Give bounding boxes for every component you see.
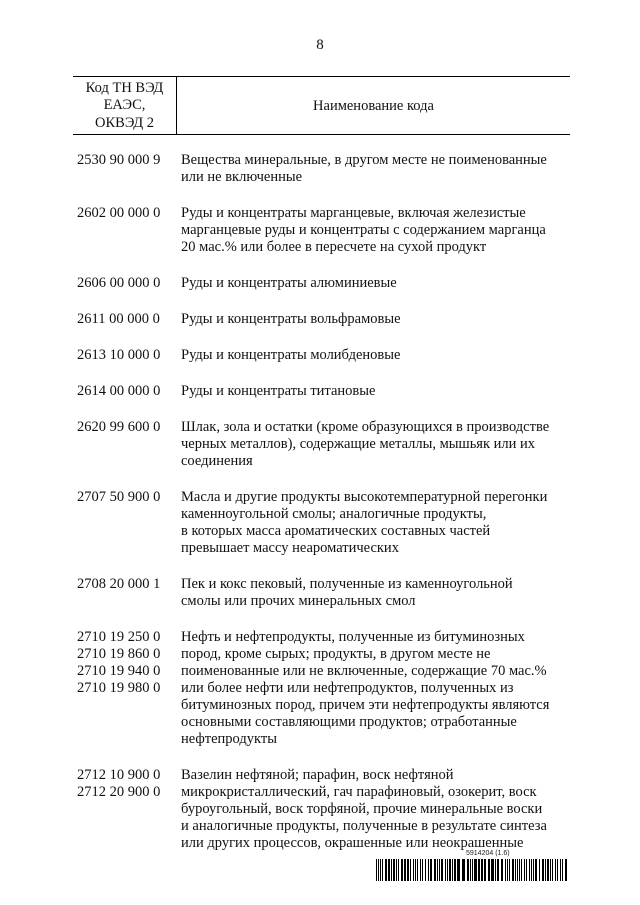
description-line: пород, кроме сырых; продукты, в другом месте не bbox=[181, 646, 491, 662]
table-header-top-rule bbox=[73, 76, 570, 77]
code-value: 2710 19 980 0 bbox=[77, 680, 161, 696]
code-value: 2712 10 900 0 bbox=[77, 767, 161, 783]
description-line: или более нефти или нефтепродуктов, полученных из bbox=[181, 680, 514, 696]
description-line: или не включенные bbox=[181, 169, 303, 185]
table-row bbox=[77, 152, 570, 186]
description-line: черных металлов), содержащие металлы, мышьяк или их bbox=[181, 436, 536, 452]
table-row bbox=[77, 275, 570, 292]
description-line: Вещества минеральные, в другом месте не поименованные bbox=[181, 152, 547, 168]
description-line: Руды и концентраты титановые bbox=[181, 383, 376, 399]
code-cell bbox=[77, 629, 180, 697]
table-row bbox=[77, 383, 570, 400]
description-line: в которых масса ароматических составных частей bbox=[181, 523, 491, 539]
description-line: Пек и кокс пековый, полученные из каменноугольной bbox=[181, 576, 513, 592]
page-number: 8 bbox=[316, 37, 324, 53]
table-header-code: Код ТН ВЭД ЕАЭС, ОКВЭД 2 bbox=[85, 79, 164, 131]
barcode-caption: 5914204 (1.6) bbox=[466, 850, 510, 857]
description-cell bbox=[180, 311, 570, 328]
description-cell bbox=[180, 576, 570, 610]
code-value: 2707 50 900 0 bbox=[77, 489, 161, 505]
code-cell bbox=[77, 347, 180, 364]
description-cell bbox=[180, 383, 570, 400]
code-value: 2602 00 000 0 bbox=[77, 205, 161, 221]
description-line: битуминозных пород, причем эти нефтепродукты являются bbox=[181, 697, 550, 713]
description-line: Масла и другие продукты высокотемпературной перегонки bbox=[181, 489, 548, 505]
description-line: смолы или прочих минеральных смол bbox=[181, 593, 416, 609]
table-header-bottom-rule bbox=[73, 134, 570, 135]
barcode-block bbox=[376, 850, 567, 881]
table-row bbox=[77, 311, 570, 328]
description-line: марганцевые руды и концентраты с содержанием марганца bbox=[181, 222, 546, 238]
description-line: Шлак, зола и остатки (кроме образующихся в производстве bbox=[181, 419, 550, 435]
code-cell bbox=[77, 275, 180, 292]
code-value: 2712 20 900 0 bbox=[77, 784, 161, 800]
description-cell bbox=[180, 347, 570, 364]
code-cell bbox=[77, 767, 180, 801]
table-row bbox=[77, 205, 570, 256]
description-line: Руды и концентраты алюминиевые bbox=[181, 275, 397, 291]
code-value: 2606 00 000 0 bbox=[77, 275, 161, 291]
description-line: микрокристаллический, гач парафиновый, озокерит, воск bbox=[181, 784, 537, 800]
table-row bbox=[77, 767, 570, 852]
description-cell bbox=[180, 767, 570, 852]
description-line: Нефть и нефтепродукты, полученные из битуминозных bbox=[181, 629, 525, 645]
code-cell bbox=[77, 419, 180, 436]
description-cell bbox=[180, 152, 570, 186]
description-line: буроугольный, воск торфяной, прочие минеральные воски bbox=[181, 801, 543, 817]
description-line: каменноугольной смолы; аналогичные продукты, bbox=[181, 506, 487, 522]
description-line: Руды и концентраты молибденовые bbox=[181, 347, 401, 363]
code-cell bbox=[77, 152, 180, 169]
table-row bbox=[77, 629, 570, 748]
code-value: 2710 19 860 0 bbox=[77, 646, 161, 662]
code-value: 2710 19 940 0 bbox=[77, 663, 161, 679]
description-line: основными составляющими продуктов; отработанные bbox=[181, 714, 517, 730]
barcode bbox=[376, 859, 567, 881]
code-value: 2710 19 250 0 bbox=[77, 629, 161, 645]
description-line: Руды и концентраты марганцевые, включая железистые bbox=[181, 205, 526, 221]
description-line: и аналогичные продукты, полученные в результате синтеза bbox=[181, 818, 547, 834]
table-row bbox=[77, 576, 570, 610]
description-cell bbox=[180, 419, 570, 470]
code-value: 2530 90 000 9 bbox=[77, 152, 161, 168]
description-line: соединения bbox=[181, 453, 253, 469]
description-line: Руды и концентраты вольфрамовые bbox=[181, 311, 401, 327]
table-row bbox=[77, 347, 570, 364]
code-cell bbox=[77, 205, 180, 222]
table-row bbox=[77, 489, 570, 557]
code-value: 2613 10 000 0 bbox=[77, 347, 161, 363]
code-value: 2620 99 600 0 bbox=[77, 419, 161, 435]
code-value: 2614 00 000 0 bbox=[77, 383, 161, 399]
table-body bbox=[77, 152, 570, 852]
description-line: Вазелин нефтяной; парафин, воск нефтяной bbox=[181, 767, 454, 783]
description-cell bbox=[180, 275, 570, 292]
code-cell bbox=[77, 311, 180, 328]
code-value: 2611 00 000 0 bbox=[77, 311, 160, 327]
description-cell bbox=[180, 489, 570, 557]
table-header-name: Наименование кода bbox=[313, 97, 434, 114]
code-value: 2708 20 000 1 bbox=[77, 576, 161, 592]
table-row bbox=[77, 419, 570, 470]
description-line: нефтепродукты bbox=[181, 731, 277, 747]
description-line: превышает массу неароматических bbox=[181, 540, 399, 556]
description-cell bbox=[180, 205, 570, 256]
description-line: поименованные или не включенные, содержащие 70 мас.% bbox=[181, 663, 547, 679]
code-cell bbox=[77, 489, 180, 506]
code-cell bbox=[77, 576, 180, 593]
code-cell bbox=[77, 383, 180, 400]
description-line: или других процессов, окрашенные или неокрашенные bbox=[181, 835, 524, 851]
description-cell bbox=[180, 629, 570, 748]
description-line: 20 мас.% или более в пересчете на сухой продукт bbox=[181, 239, 487, 255]
